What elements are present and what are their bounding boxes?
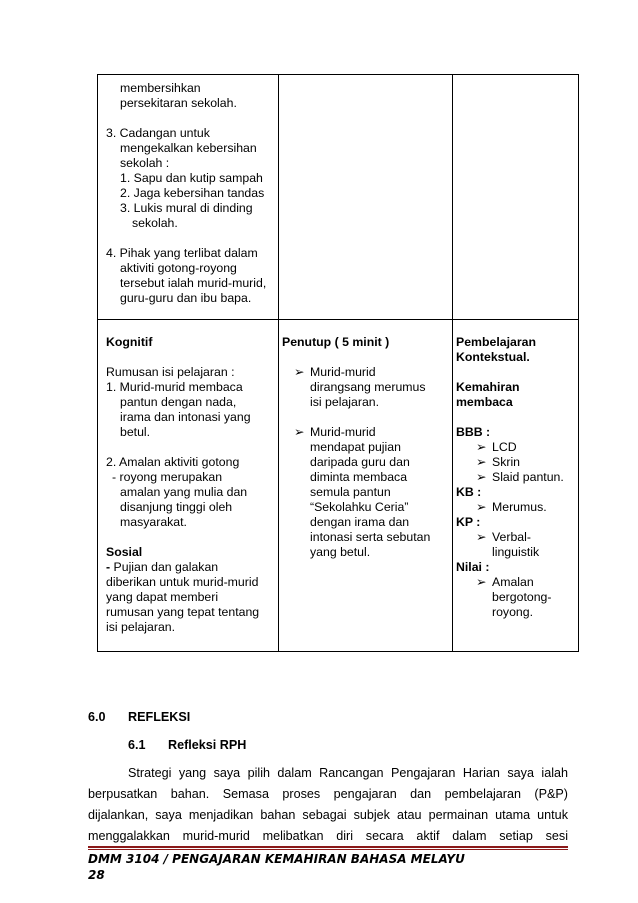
arrow-bullet-icon: ➢ bbox=[476, 455, 487, 469]
text-line: dirangsang merumus bbox=[310, 380, 426, 394]
text-line: Verbal- bbox=[492, 530, 531, 544]
sosial-heading: Sosial bbox=[106, 545, 143, 559]
subsection-number: 6.1 bbox=[128, 738, 146, 752]
text-line: mendapat pujian bbox=[310, 440, 401, 454]
text-line: bergotong- bbox=[492, 590, 552, 604]
bullet-item-1 bbox=[282, 365, 448, 410]
text-line: mengekalkan kebersihan bbox=[120, 141, 257, 155]
row2-col1-cell bbox=[106, 335, 276, 635]
paragraph-line-2: berpusatkan bahan. Semasa proses pengajaran dan pembelajaran (P&P) bbox=[88, 787, 568, 801]
arrow-bullet-icon: ➢ bbox=[476, 440, 487, 454]
list-item-4: 4. Pihak yang terlibat dalam bbox=[106, 246, 258, 260]
text-line: Merumus. bbox=[492, 500, 547, 514]
arrow-bullet-icon: ➢ bbox=[476, 470, 487, 484]
footer-course: DMM 3104 / PENGAJARAN KEMAHIRAN BAHASA MELAYU bbox=[88, 852, 465, 866]
text-line: intonasi serta sebutan bbox=[310, 530, 431, 544]
text-line: membaca bbox=[456, 395, 513, 409]
text-line: pantun dengan nada, bbox=[120, 395, 237, 409]
paragraph-line-3: dijalankan, saya menjadikan bahan sebagai subjek atau permainan utama untuk bbox=[88, 808, 568, 822]
penutup-heading: Penutup ( 5 minit ) bbox=[282, 335, 390, 349]
footer bbox=[88, 851, 465, 883]
row2-col2-cell bbox=[282, 335, 448, 560]
text-line: dengan irama dan bbox=[310, 515, 410, 529]
text-line: daripada guru dan bbox=[310, 455, 410, 469]
text-line: LCD bbox=[492, 440, 517, 454]
text-line: “Sekolahku Ceria” bbox=[310, 500, 409, 514]
bbb-item bbox=[456, 440, 578, 455]
text-line: guru-guru dan ibu bapa. bbox=[120, 291, 252, 305]
row1-col1-cell bbox=[106, 81, 278, 306]
text-line: membersihkan bbox=[120, 81, 201, 95]
rumusan-heading: Rumusan isi pelajaran : bbox=[106, 365, 235, 379]
column-divider-2 bbox=[452, 75, 453, 651]
subsection-title: Refleksi RPH bbox=[168, 738, 247, 752]
point-1: 1. Murid-murid membaca bbox=[106, 380, 243, 394]
bullet-item-2 bbox=[282, 425, 448, 560]
sosial-line-1-text: Pujian dan galakan bbox=[110, 560, 219, 574]
sub-item: 3. Lukis mural di dinding bbox=[120, 201, 253, 215]
kb-item bbox=[456, 500, 578, 515]
text-line: royong. bbox=[492, 605, 534, 619]
kb-label: KB : bbox=[456, 485, 482, 499]
text-line: masyarakat. bbox=[120, 515, 187, 529]
bbb-item bbox=[456, 455, 578, 470]
text-line: - royong merupakan bbox=[112, 470, 223, 484]
text-line: persekitaran sekolah. bbox=[120, 96, 237, 110]
text-line: amalan yang mulia dan bbox=[120, 485, 248, 499]
section-title: REFLEKSI bbox=[128, 710, 191, 724]
nilai-item bbox=[456, 575, 578, 620]
row2-col3-cell bbox=[456, 335, 578, 620]
sosial-line-1: - Pujian dan galakan bbox=[106, 560, 219, 574]
arrow-bullet-icon: ➢ bbox=[476, 500, 487, 514]
text-line: disanjung tinggi oleh bbox=[120, 500, 233, 514]
kemahiran-heading: Kemahiran bbox=[456, 380, 520, 394]
bbb-label: BBB : bbox=[456, 425, 491, 439]
nilai-label: Nilai : bbox=[456, 560, 490, 574]
text-line: Amalan bbox=[492, 575, 534, 589]
text-line: Murid-murid bbox=[310, 365, 376, 379]
text-line: yang dapat memberi bbox=[106, 590, 219, 604]
text-line: tersebut ialah murid-murid, bbox=[120, 276, 267, 290]
text-line: sekolah : bbox=[120, 156, 170, 170]
text-line: semula pantun bbox=[310, 485, 391, 499]
text-line: sekolah. bbox=[132, 216, 178, 230]
text-line: Skrin bbox=[492, 455, 521, 469]
point-2: 2. Amalan aktiviti gotong bbox=[106, 455, 240, 469]
row-divider bbox=[98, 319, 578, 320]
arrow-bullet-icon: ➢ bbox=[476, 575, 487, 589]
kp-label: KP : bbox=[456, 515, 481, 529]
text-line: diminta membaca bbox=[310, 470, 408, 484]
page-number: 28 bbox=[88, 868, 105, 882]
footer-rule-thin bbox=[88, 849, 568, 850]
section-number: 6.0 bbox=[88, 710, 106, 724]
arrow-bullet-icon: ➢ bbox=[294, 365, 305, 379]
text-line: betul. bbox=[120, 425, 151, 439]
sub-item: 1. Sapu dan kutip sampah bbox=[120, 171, 263, 185]
footer-rule bbox=[88, 846, 568, 848]
kp-item bbox=[456, 530, 578, 560]
text-line: isi pelajaran. bbox=[106, 620, 176, 634]
text-line: isi pelajaran. bbox=[310, 395, 380, 409]
arrow-bullet-icon: ➢ bbox=[476, 530, 487, 544]
text-line: yang betul. bbox=[310, 545, 371, 559]
text-line: aktiviti gotong-royong bbox=[120, 261, 237, 275]
text-line: Slaid pantun. bbox=[492, 470, 564, 484]
text-line: Kontekstual. bbox=[456, 350, 530, 364]
paragraph-line-1: Strategi yang saya pilih dalam Rancangan Pengajaran Harian saya ialah bbox=[128, 766, 568, 780]
text-line: irama dan intonasi yang bbox=[120, 410, 251, 424]
section-heading bbox=[88, 710, 568, 725]
text-line: diberikan untuk murid-murid bbox=[106, 575, 259, 589]
kognitif-heading: Kognitif bbox=[106, 335, 153, 349]
text-line: rumusan yang tepat tentang bbox=[106, 605, 260, 619]
column-divider-1 bbox=[278, 75, 279, 651]
arrow-bullet-icon: ➢ bbox=[294, 425, 305, 439]
sub-item: 2. Jaga kebersihan tandas bbox=[120, 186, 265, 200]
list-item-3: 3. Cadangan untuk bbox=[106, 126, 210, 140]
text-line: linguistik bbox=[492, 545, 540, 559]
lesson-plan-table bbox=[97, 74, 579, 652]
bbb-item bbox=[456, 470, 578, 485]
pembelajaran-heading: Pembelajaran bbox=[456, 335, 536, 349]
paragraph-line-4: menggalakkan murid-murid melibatkan diri secara aktif dalam setiap sesi bbox=[88, 829, 568, 843]
text-line: Murid-murid bbox=[310, 425, 376, 439]
